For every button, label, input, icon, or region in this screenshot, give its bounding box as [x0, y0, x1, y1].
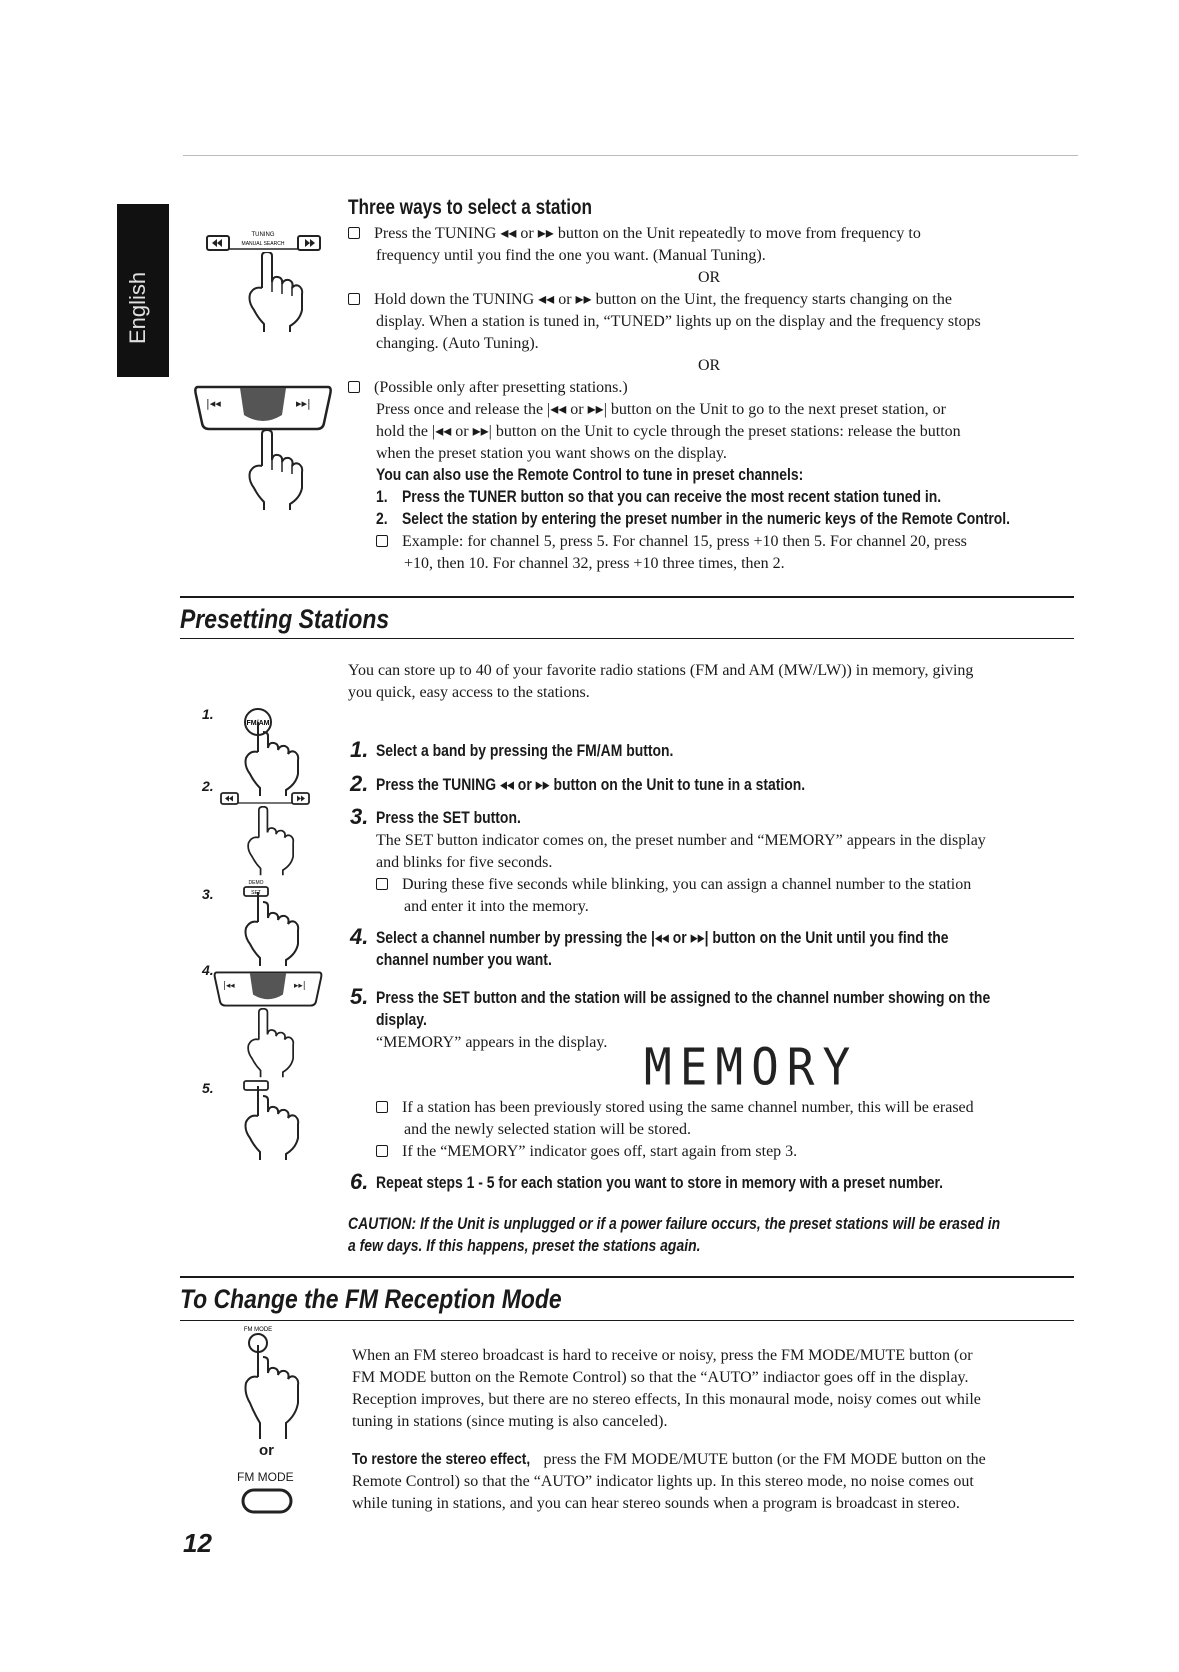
svg-text:|◂◂: |◂◂: [223, 981, 235, 992]
checkbox-bullet-icon: [348, 227, 360, 239]
checkbox-bullet-icon: [376, 1145, 388, 1157]
set-button-icon: [236, 1072, 306, 1162]
svg-text:SET: SET: [251, 890, 261, 896]
text-line: Reception improves, but there are no stereo effects, In this monaural mode, noisy comes out while: [352, 1391, 981, 1408]
intro-line: you quick, easy access to the stations.: [348, 684, 590, 701]
svg-text:▸▸|: ▸▸|: [294, 981, 306, 992]
text-line: while tuning in stations, and you can hear stereo sounds when a program is broadcast in stereo.: [352, 1495, 960, 1512]
step-number: 4.: [350, 924, 369, 949]
text-line: +10, then 10. For channel 32, press +10 three times, then 2.: [404, 555, 785, 572]
text-line: when the preset station you want shows on the display.: [376, 445, 727, 462]
svg-text:DEMO: DEMO: [248, 880, 264, 886]
step-5-text: Press the SET button and the station will be assigned to the channel number showing on the: [376, 988, 991, 1007]
text-line: Remote Control) so that the “AUTO” indicator lights up. In this stereo mode, no noise comes out: [352, 1473, 974, 1490]
remote-step-number: 2.: [376, 509, 388, 528]
text-line: tuning in stations (since muting is also canceled).: [352, 1413, 668, 1430]
remote-step-2: Select the station by entering the preset number in the numeric keys of the Remote Control.: [402, 509, 1011, 528]
step-1-text: Select a band by pressing the FM/AM button.: [376, 741, 674, 760]
language-tab: [117, 204, 169, 377]
tuning-buttons-icon: [220, 788, 310, 808]
icon-step-number: 4.: [202, 962, 214, 978]
step-3-text: Press the SET button.: [376, 808, 521, 827]
bullet-blinking: During these five seconds while blinking, you can assign a channel number to the station: [376, 874, 971, 896]
section-title-presetting: Presetting Stations: [180, 604, 390, 634]
checkbox-bullet-icon: [376, 1101, 388, 1113]
icon-step-number: 1.: [202, 706, 214, 722]
text-line: Press once and release the |◂◂ or ▸▸| button on the Unit to go to the next preset station, or: [376, 401, 946, 418]
remote-button-icon: [241, 1488, 293, 1514]
icon-step-number: 2.: [202, 778, 214, 794]
fm-mode-remote-label: FM MODE: [237, 1470, 294, 1484]
text-line: frequency until you find the one you want. (Manual Tuning).: [376, 247, 766, 264]
text-line: and the newly selected station will be stored.: [404, 1121, 692, 1138]
finger-press-icon: [240, 252, 310, 332]
fmam-label: FM/AM: [246, 720, 270, 727]
step-number: 1.: [350, 737, 369, 762]
tuning-buttons-icon: [206, 228, 322, 254]
skip-buttons-icon: [192, 385, 334, 431]
step-6-text: Repeat steps 1 - 5 for each station you want to store in memory with a preset number.: [376, 1173, 944, 1192]
bullet-erase: If a station has been previously stored using the same channel number, this will be erased: [376, 1097, 974, 1119]
section-rule-bottom: [180, 1320, 1074, 1321]
bullet-auto-tuning: Hold down the TUNING ◂◂ or ▸▸ button on the Uint, the frequency starts changing on the: [348, 289, 952, 311]
bullet-manual-tuning: Press the TUNING ◂◂ or ▸▸ button on the Unit repeatedly to move from frequency to: [348, 223, 921, 245]
step-number: 2.: [350, 771, 369, 796]
fm-mode-button-icon: [236, 1323, 310, 1441]
skip-buttons-icon: [212, 970, 324, 1008]
bullet-preset: (Possible only after presetting stations.): [348, 377, 628, 399]
svg-text:MANUAL SEARCH: MANUAL SEARCH: [241, 241, 285, 247]
bullet-example: Example: for channel 5, press 5. For channel 15, press +10 then 5. For channel 20, press: [376, 531, 967, 553]
remote-step-number: 1.: [376, 487, 388, 506]
checkbox-bullet-icon: [348, 381, 360, 393]
step-number: 6.: [350, 1169, 369, 1194]
step-4-text: channel number you want.: [376, 950, 552, 969]
checkbox-bullet-icon: [348, 293, 360, 305]
caution-text: CAUTION: If the Unit is unplugged or if a power failure occurs, the preset stations will be erased in: [348, 1214, 1001, 1233]
intro-line: You can store up to 40 of your favorite radio stations (FM and AM (MW/LW)) in memory, giving: [348, 662, 974, 679]
svg-text:▸▸|: ▸▸|: [296, 397, 311, 410]
text-line: “MEMORY” appears in the display.: [376, 1034, 608, 1051]
text-line: FM MODE button on the Remote Control) so that the “AUTO” indiactor goes off in the display.: [352, 1369, 969, 1386]
step-2-text: Press the TUNING ◂◂ or ▸▸ button on the Unit to tune in a station.: [376, 775, 806, 794]
step-4-text: Select a channel number by pressing the |◂◂ or ▸▸| button on the Unit until you find the: [376, 928, 949, 947]
section-rule-top: [180, 596, 1074, 598]
caution-text: a few days. If this happens, preset the stations again.: [348, 1236, 701, 1255]
text-line: display. When a station is tuned in, “TUNED” lights up on the display and the frequency stops: [376, 313, 981, 330]
page-number: 12: [183, 1528, 212, 1558]
set-button-icon: [236, 878, 306, 968]
tuning-label-text: TUNING: [251, 232, 275, 238]
checkbox-bullet-icon: [376, 878, 388, 890]
remote-heading: You can also use the Remote Control to tune in preset channels:: [376, 465, 804, 484]
finger-press-icon: [240, 806, 300, 876]
remote-step-1: Press the TUNER button so that you can receive the most recent station tuned in.: [402, 487, 942, 506]
svg-text:|◂◂: |◂◂: [206, 397, 221, 410]
language-tab-label: English: [125, 271, 150, 344]
finger-press-icon: [240, 1008, 300, 1078]
icon-step-number: 5.: [202, 1080, 214, 1096]
fmam-button-icon: [236, 708, 310, 798]
section-rule-bottom: [180, 638, 1074, 639]
step-number: 5.: [350, 984, 369, 1009]
checkbox-bullet-icon: [376, 535, 388, 547]
restore-stereo-line: To restore the stereo effect, press the FM MODE/MUTE button (or the FM MODE button on the: [352, 1451, 986, 1468]
finger-press-icon: [240, 430, 310, 510]
or-separator: OR: [698, 357, 721, 374]
text-line: hold the |◂◂ or ▸▸| button on the Unit to cycle through the preset stations: release the button: [376, 423, 961, 440]
text-line: and blinks for five seconds.: [376, 854, 553, 871]
step-5-text: display.: [376, 1010, 427, 1029]
text-line: The SET button indicator comes on, the preset number and “MEMORY” appears in the display: [376, 832, 986, 849]
or-separator: OR: [698, 269, 721, 286]
or-label: or: [259, 1442, 274, 1459]
memory-display: MEMORY: [644, 1037, 859, 1097]
top-rule: [183, 155, 1078, 156]
fm-mode-top-label: FM MODE: [243, 1327, 273, 1333]
section-rule-top: [180, 1276, 1074, 1278]
section-title-fm-mode: To Change the FM Reception Mode: [180, 1284, 562, 1314]
text-line: When an FM stereo broadcast is hard to receive or noisy, press the FM MODE/MUTE button (or: [352, 1347, 973, 1364]
section-title-three-ways: Three ways to select a station: [348, 196, 593, 219]
text-line: changing. (Auto Tuning).: [376, 335, 539, 352]
icon-step-number: 3.: [202, 886, 214, 902]
step-number: 3.: [350, 804, 369, 829]
text-line: and enter it into the memory.: [404, 898, 589, 915]
bullet-indicator-off: If the “MEMORY” indicator goes off, start again from step 3.: [376, 1141, 797, 1163]
